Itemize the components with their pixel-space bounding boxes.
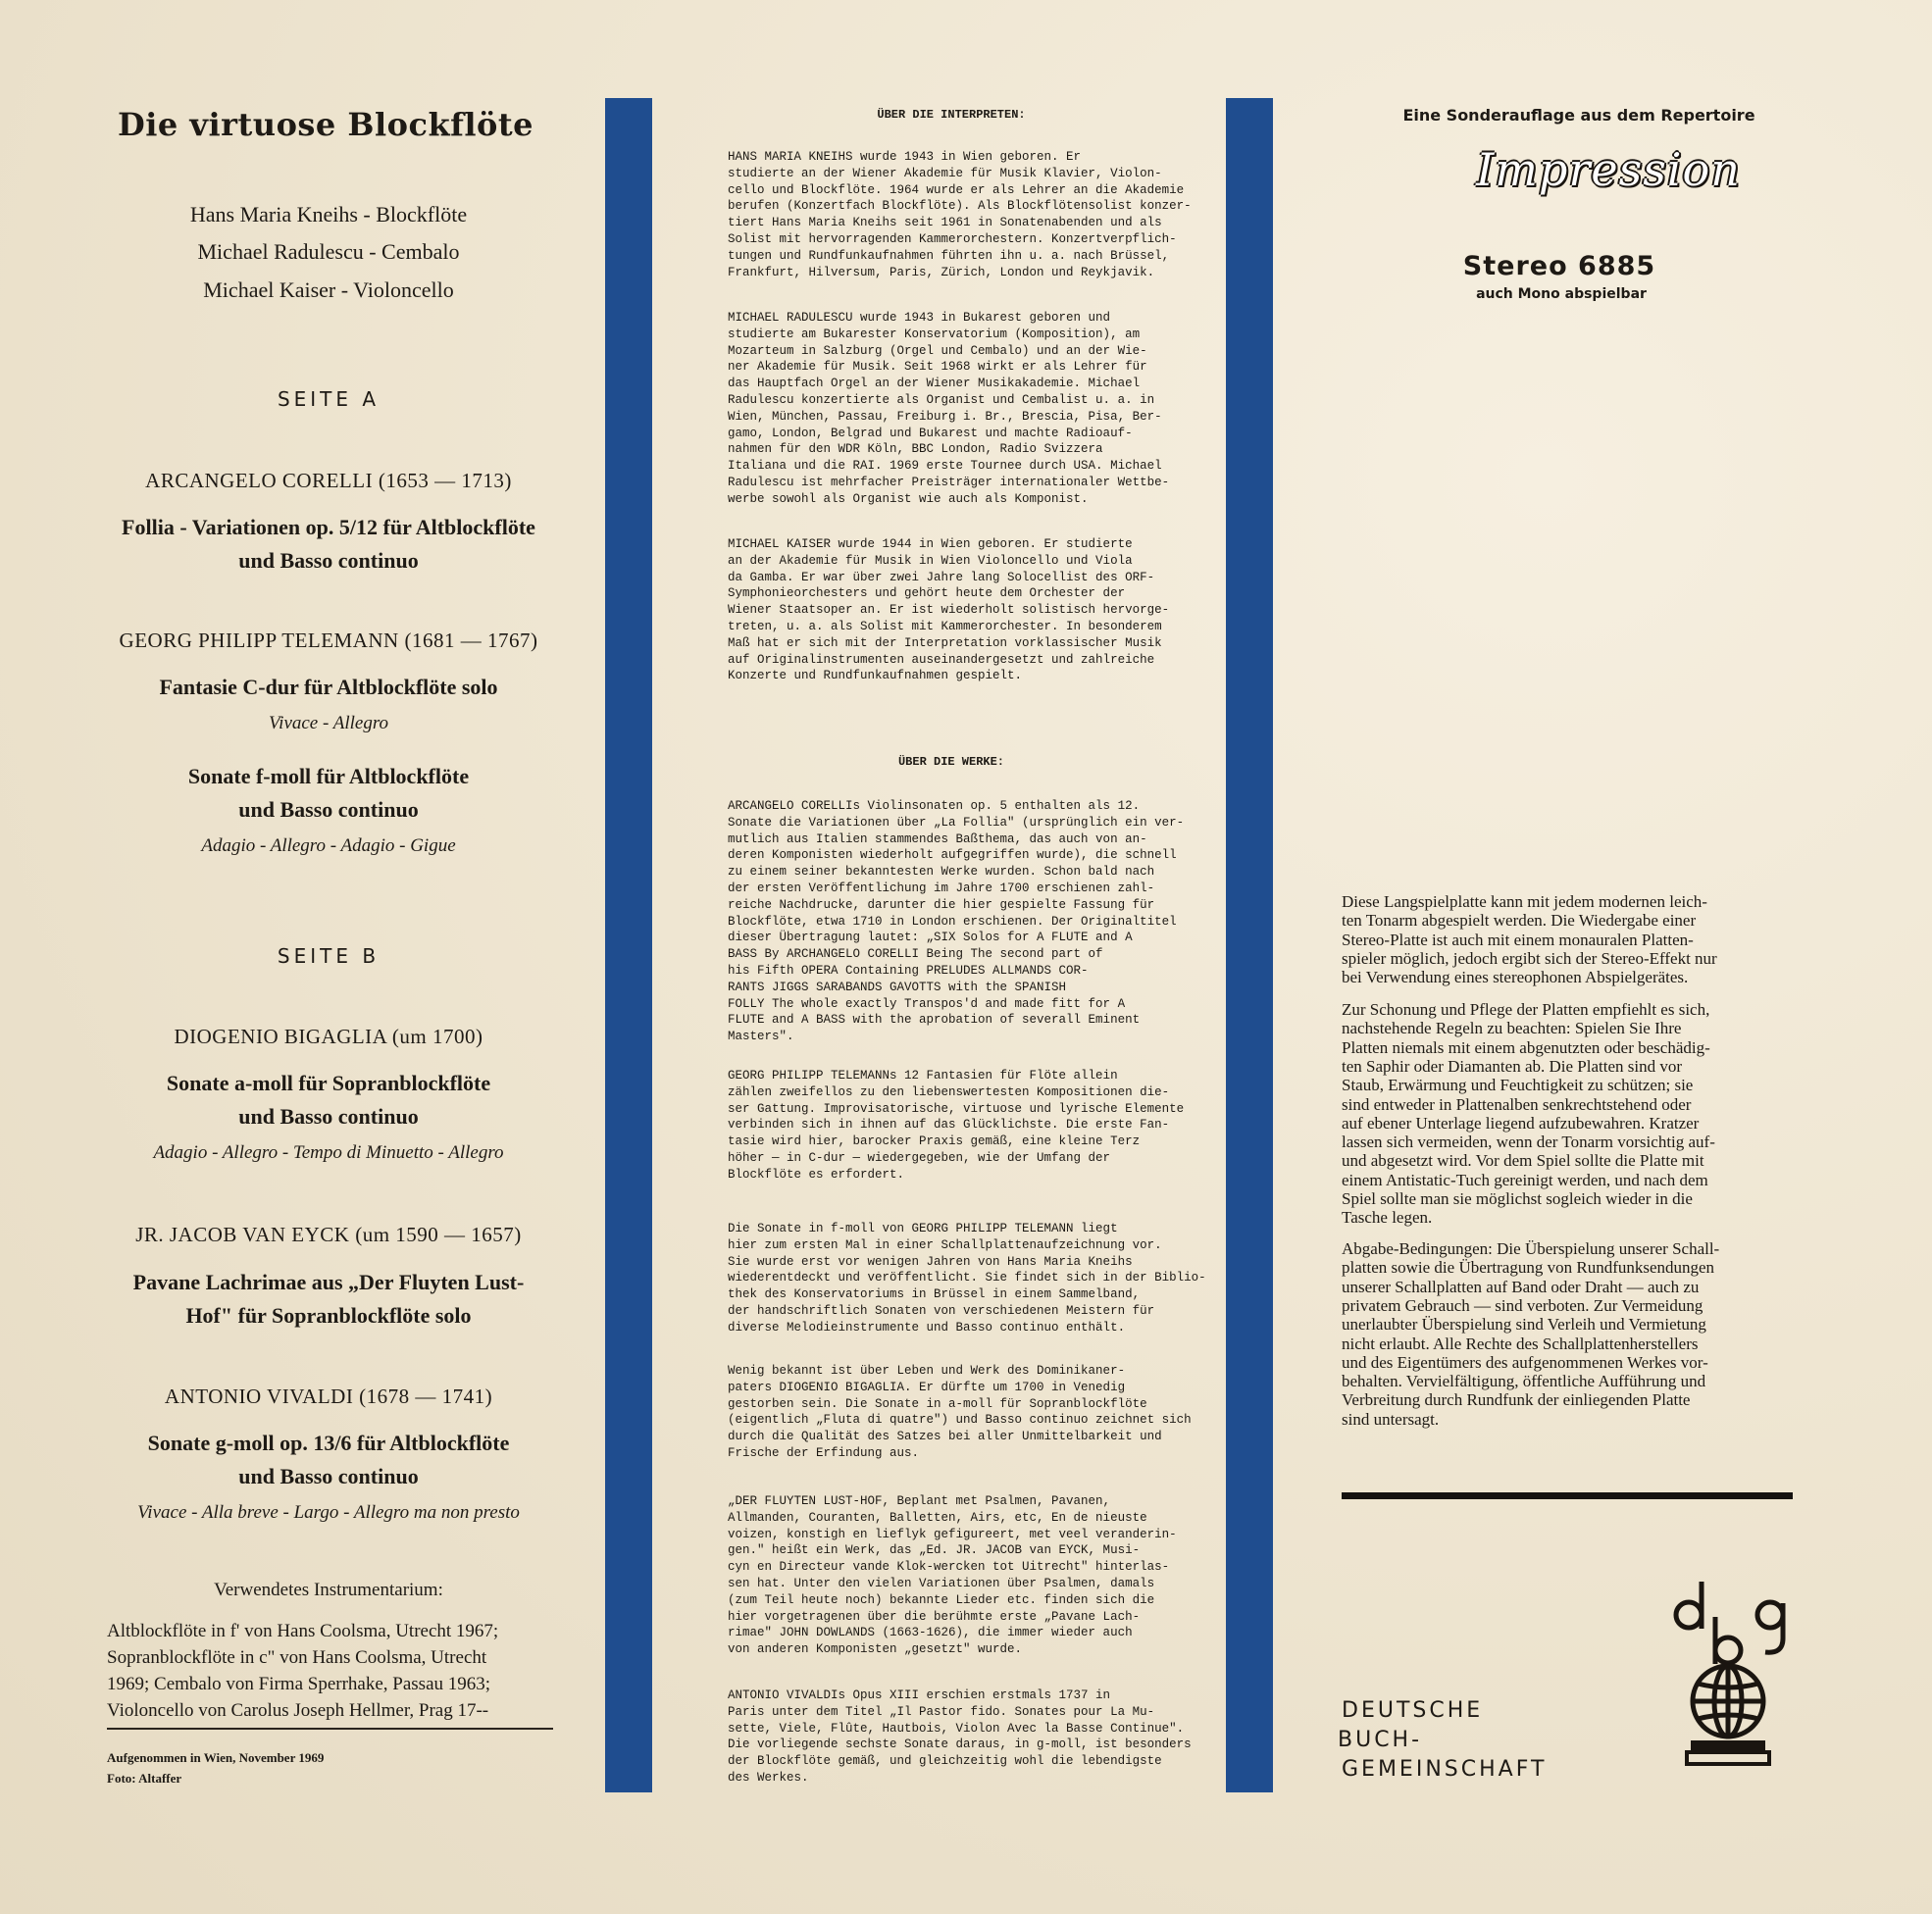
care-paragraph-line: platten sowie die Übertragung von Rundfunksendungen bbox=[1342, 1258, 1715, 1278]
work-paragraph-line: BASS By ARCHANGELO CORELLI Being The second part of bbox=[728, 947, 1103, 962]
blue-bar-right bbox=[1226, 98, 1273, 1792]
care-paragraph-line: nachstehende Regeln zu beachten: Spielen Sie Ihre bbox=[1342, 1019, 1682, 1038]
work-paragraph-line: rimae" JOHN DOWLANDS (1663-1626), die immer wieder auch bbox=[728, 1626, 1133, 1640]
composer-bigaglia: DIOGENIO BIGAGLIA (um 1700) bbox=[174, 1025, 483, 1048]
care-paragraph-line: unserer Schallplatten auf Band oder Draht — auch zu bbox=[1342, 1277, 1700, 1296]
interpreter-paragraph-line: nahmen für den WDR Köln, BBC London, Radio Svizzera bbox=[728, 442, 1103, 457]
work-paragraph-line: FOLLY The whole exactly Transpos'd and made fitt for A bbox=[728, 996, 1126, 1011]
divider-right bbox=[1342, 1492, 1793, 1499]
instrument-line: 1969; Cembalo von Firma Sperrhake, Passau 1963; bbox=[107, 1674, 491, 1694]
work-paragraph-line: Masters". bbox=[728, 1030, 794, 1044]
side-a-label: SEITE A bbox=[277, 387, 381, 411]
work-paragraph-line: paters DIOGENIO BIGAGLIA. Er dürfte um 1700 in Venedig bbox=[728, 1380, 1126, 1394]
work-paragraph-line: zählen zweifellos zu den liebenswertesten Kompositionen die- bbox=[728, 1084, 1170, 1099]
care-paragraph-line: Abgabe-Bedingungen: Die Überspielung unserer Schall- bbox=[1342, 1239, 1720, 1258]
work-paragraph-line: ANTONIO VIVALDIs Opus XIII erschien erstmals 1737 in bbox=[728, 1688, 1111, 1702]
work-paragraph-line: voizen, konstigh en lieflyk gefigureert, met veel veranderin- bbox=[728, 1527, 1177, 1541]
work-paragraph-line: diverse Melodieinstrumente und Basso continuo enthält. bbox=[728, 1320, 1126, 1335]
interpreter-paragraph-line: werbe sowohl als Organist wie auch als Komponist. bbox=[728, 491, 1089, 506]
work-paragraph-line: reiche Nachdrucke, darunter die hier gespielte Fassung für bbox=[728, 897, 1155, 912]
work-paragraph-line: RANTS JIGGS SARABANDS GAVOTTS with the SPANISH bbox=[728, 980, 1067, 994]
publisher-line-1: DEUTSCHE bbox=[1342, 1698, 1484, 1723]
blue-bar-left bbox=[605, 98, 652, 1792]
work-van-eyck-line2: Hof" für Sopranblockflöte solo bbox=[185, 1303, 472, 1328]
work-paragraph-line: Die Sonate in f-moll von GEORG PHILIPP TELEMANN liegt bbox=[728, 1222, 1118, 1235]
work-paragraph-line: tasie wird hier, barocker Praxis gemäß, eine kleine Terz bbox=[728, 1134, 1141, 1149]
work-bigaglia-line2: und Basso continuo bbox=[238, 1104, 419, 1129]
care-paragraph-line: lassen sich vermeiden, wenn der Tonarm vorsichtig auf- bbox=[1342, 1133, 1715, 1152]
work-paragraph-line: höher — in C-dur — wiedergegeben, wie der Umfang der bbox=[728, 1151, 1111, 1165]
work-paragraph-line: sette, Viele, Flûte, Hautbois, Violon Avec la Basse Continue". bbox=[728, 1721, 1185, 1736]
interpreter-paragraph-line: cello und Blockflöte. 1964 wurde er als Lehrer an die Akademie bbox=[728, 182, 1185, 197]
publisher-line-2: BUCH- bbox=[1338, 1728, 1423, 1752]
work-paragraph-line: (eigentlich „Fluta di quatre") und Basso continuo zeichnet sich bbox=[728, 1413, 1192, 1428]
work-vivaldi-line2: und Basso continuo bbox=[238, 1464, 419, 1488]
interpreter-paragraph-line: berufen (Konzertfach Blockflöte). Als Blockflötensolist konzer- bbox=[728, 199, 1192, 214]
interpreter-paragraph-line: treten, u. a. als Solist mit Kammerorchester. In besonderem bbox=[728, 620, 1162, 633]
care-paragraph-line: sind untersagt. bbox=[1342, 1409, 1440, 1429]
care-paragraph-line: Platten niemals mit einem abgenutzten oder beschädig- bbox=[1342, 1037, 1710, 1057]
work-bigaglia-line1: Sonate a-moll für Sopranblockflöte bbox=[166, 1071, 491, 1095]
care-paragraph-line: auf ebener Unterlage liegend aufzubewahren. Kratzer bbox=[1342, 1113, 1700, 1133]
work-paragraph-line: von anderen Komponisten „gesetzt" wurde. bbox=[728, 1642, 1023, 1657]
instrument-line: Sopranblockflöte in c" von Hans Coolsma, Utrecht bbox=[107, 1647, 487, 1668]
work-paragraph-line: deren Komponisten wiederholt aufgegriffen wurde), die schnell bbox=[728, 848, 1177, 863]
recording-credit: Aufgenommen in Wien, November 1969 bbox=[107, 1750, 325, 1765]
care-paragraph-line: Zur Schonung und Pflege der Platten empfiehlt es sich, bbox=[1342, 1000, 1710, 1019]
side-b-label: SEITE B bbox=[277, 944, 381, 968]
interpreter-paragraph-line: da Gamba. Er war über zwei Jahre lang Solocellist des ORF- bbox=[728, 570, 1155, 584]
impression-label-logo: Impression bbox=[1476, 143, 1741, 196]
instrument-line: Violoncello von Carolus Joseph Hellmer, Prag 17-- bbox=[107, 1700, 489, 1721]
movements-telemann-fantasie: Vivace - Allegro bbox=[268, 713, 389, 733]
interpreter-paragraph-line: MICHAEL KAISER wurde 1944 in Wien geboren. Er studierte bbox=[728, 537, 1133, 551]
publisher-line-3: GEMEINSCHAFT bbox=[1342, 1757, 1548, 1782]
care-paragraph-line: sind entweder in Plattenalben senkrechtstehend oder bbox=[1342, 1094, 1692, 1114]
work-van-eyck-line1: Pavane Lachrimae aus „Der Fluyten Lust- bbox=[132, 1270, 525, 1294]
interpreter-paragraph-line: gamo, London, Belgrad und Bukarest und machte Radioauf- bbox=[728, 426, 1133, 440]
interpreter-paragraph-line: Frankfurt, Hilversum, Paris, Zürich, London und Reykjavik. bbox=[728, 265, 1155, 279]
care-paragraph-line: ten Saphir oder Diamanten ab. Die Platten sind vor bbox=[1342, 1056, 1682, 1076]
work-paragraph-line: gestorben sein. Die Sonate in a-moll für Sopranblockflöte bbox=[728, 1396, 1147, 1411]
interpreter-paragraph-line: Wiener Staatsoper an. Er ist wiederholt solistisch hervorge- bbox=[728, 603, 1170, 618]
interpreter-paragraph-line: auf Originalinstrumenten auseinandergesetzt und zahlreiche bbox=[728, 652, 1155, 667]
work-corelli-line1: Follia - Variationen op. 5/12 für Altblockflöte bbox=[122, 515, 535, 539]
care-paragraph-line: Diese Langspielplatte kann mit jedem modernen leich- bbox=[1342, 892, 1707, 911]
divider-left bbox=[107, 1728, 553, 1730]
work-paragraph-line: der handschriftlich Sonaten von verschiedenen Meistern für bbox=[728, 1304, 1155, 1318]
work-paragraph-line: der Blockflöte gemäß, und gleichzeitig wohl die lebendigste bbox=[728, 1754, 1162, 1769]
care-paragraph-line: ten Tonarm abgespielt werden. Die Wiedergabe einer bbox=[1342, 911, 1697, 931]
interpreter-paragraph-line: ner Akademie für Musik. Seit 1968 wirkt er als Lehrer für bbox=[728, 360, 1147, 375]
work-paragraph-line: his Fifth OPERA Containing PRELUDES ALLMANDS COR- bbox=[728, 964, 1089, 978]
interpreter-paragraph-line: Maß hat er sich mit der Interpretation vorklassischer Musik bbox=[728, 635, 1162, 650]
interpreter-paragraph-line: MICHAEL RADULESCU wurde 1943 in Bukarest geboren und bbox=[728, 311, 1111, 325]
mono-note: auch Mono abspielbar bbox=[1476, 286, 1647, 302]
photo-credit: Foto: Altaffer bbox=[107, 1771, 182, 1786]
care-paragraph-line: behalten. Vervielfältigung, öffentliche Aufführung und bbox=[1342, 1372, 1706, 1391]
interpreter-paragraph-line: Symphonieorchesters und gehört heute dem Orchester der bbox=[728, 586, 1126, 601]
work-paragraph-line: GEORG PHILIPP TELEMANNs 12 Fantasien für Flöte allein bbox=[728, 1069, 1118, 1083]
interpreter-paragraph-line: studierte an der Wiener Akademie für Musik Klavier, Violon- bbox=[728, 166, 1162, 180]
interpreter-paragraph-line: Mozarteum in Salzburg (Orgel und Cembalo) und an der Wie- bbox=[728, 343, 1147, 358]
interpreter-paragraph-line: an der Akademie für Musik in Wien Violoncello und Viola bbox=[728, 553, 1133, 568]
interpreter-paragraph-line: das Hauptfach Orgel an der Wiener Musikakademie. Michael bbox=[728, 377, 1141, 391]
movements-vivaldi: Vivace - Alla breve - Largo - Allegro ma non presto bbox=[137, 1502, 520, 1523]
album-title: Die virtuose Blockflöte bbox=[118, 106, 534, 143]
interpreter-paragraph-line: Solist mit hervorragenden Kammerorchestern. Konzertverpflich- bbox=[728, 232, 1177, 246]
work-paragraph-line: des Werkes. bbox=[728, 1771, 809, 1785]
movements-telemann-sonate: Adagio - Allegro - Adagio - Gigue bbox=[201, 835, 456, 856]
composer-van-eyck: JR. JACOB VAN EYCK (um 1590 — 1657) bbox=[135, 1223, 522, 1246]
care-paragraph-line: und des Eigentümers des aufgenommenen Werkes vor- bbox=[1342, 1352, 1708, 1372]
work-paragraph-line: (zum Teil heute noch) bekannte Lieder etc. finden sich die bbox=[728, 1592, 1155, 1607]
stereo-number: Stereo 6885 bbox=[1462, 251, 1656, 281]
work-paragraph-line: ARCANGELO CORELLIs Violinsonaten op. 5 enthalten als 12. bbox=[728, 799, 1141, 813]
work-paragraph-line: dieser Übertragung lautet: „SIX Solos for A FLUTE and A bbox=[728, 931, 1133, 945]
interpreter-paragraph-line: studierte am Bukarester Konservatorium (Komposition), am bbox=[728, 327, 1141, 341]
work-paragraph-line: Blockflöte, etwa 1710 in London erschienen. Der Originaltitel bbox=[728, 914, 1177, 929]
care-paragraph-line: und abgesetzt wird. Vor dem Spiel sollte die Platte mit bbox=[1342, 1151, 1704, 1171]
interpreter-paragraph-line: tiert Hans Maria Kneihs seit 1961 in Sonatenabenden und als bbox=[728, 216, 1162, 230]
heading-interpreters: ÜBER DIE INTERPRETEN: bbox=[877, 108, 1026, 122]
work-paragraph-line: der ersten Veröffentlichung im Jahre 1700 erschienen zahl- bbox=[728, 881, 1155, 895]
work-paragraph-line: gen." heißt ein Werk, das „Ed. JR. JACOB van EYCK, Musi- bbox=[728, 1543, 1141, 1558]
work-paragraph-line: wiederentdeckt und veröffentlicht. Sie findet sich in der Biblio- bbox=[728, 1271, 1206, 1285]
work-telemann-fantasie: Fantasie C-dur für Altblockflöte solo bbox=[159, 675, 498, 699]
heading-works: ÜBER DIE WERKE: bbox=[897, 755, 1005, 769]
instrument-heading: Verwendetes Instrumentarium: bbox=[214, 1580, 443, 1600]
care-paragraph-line: Spiel sollte man sie möglichst sogleich wieder in die bbox=[1342, 1189, 1693, 1208]
work-paragraph-line: Allmanden, Couranten, Balletten, Airs, etc, En de nieuste bbox=[728, 1510, 1147, 1525]
care-paragraph-line: einem Antistatic-Tuch gereinigt werden, und nach dem bbox=[1342, 1170, 1708, 1189]
work-paragraph-line: durch die Qualität des Satzes bei aller Unmittelbarkeit und bbox=[728, 1430, 1162, 1444]
work-paragraph-line: zu einem seiner bekanntesten Werke wurden. Schon bald nach bbox=[728, 865, 1155, 880]
work-paragraph-line: cyn en Directeur vande Klok-wercken tot Uitrecht" hinterlas- bbox=[728, 1560, 1170, 1575]
care-paragraph-line: privatem Gebrauch — sind verboten. Zur Vermeidung bbox=[1342, 1295, 1703, 1315]
work-paragraph-line: mutlich aus Italien stammendes Baßthema, das auch von an- bbox=[728, 831, 1147, 846]
composer-corelli: ARCANGELO CORELLI (1653 — 1713) bbox=[145, 469, 512, 492]
care-paragraph-line: bei Verwendung eines stereophonen Abspielgerätes. bbox=[1342, 968, 1689, 987]
instrument-line: Altblockflöte in f' von Hans Coolsma, Utrecht 1967; bbox=[107, 1621, 499, 1641]
work-corelli-line2: und Basso continuo bbox=[238, 548, 419, 573]
interpreter-paragraph-line: Radulescu ist mehrfacher Preisträger internationaler Wettbe- bbox=[728, 476, 1170, 489]
care-paragraph-line: Tasche legen. bbox=[1342, 1208, 1433, 1228]
work-paragraph-line: Blockflöte es erfordert. bbox=[728, 1167, 905, 1182]
interpreter-paragraph-line: Radulescu konzertierte als Organist und Cembalist u. a. in bbox=[728, 393, 1155, 407]
work-paragraph-line: thek des Konservatoriums in Brüssel in einem Sammelband, bbox=[728, 1287, 1141, 1302]
interpreter-paragraph-line: HANS MARIA KNEIHS wurde 1943 in Wien geboren. Er bbox=[728, 150, 1082, 164]
care-paragraph-line: Staub, Erwärmung und Feuchtigkeit zu schützen; sie bbox=[1342, 1076, 1694, 1095]
movements-bigaglia: Adagio - Allegro - Tempo di Minuetto - Allegro bbox=[153, 1142, 504, 1163]
interpreter-paragraph-line: Italiana und die RAI. 1969 erste Tournee durch USA. Michael bbox=[728, 459, 1162, 474]
work-paragraph-line: FLUTE and A BASS with the aprobation of severall Eminent bbox=[728, 1013, 1141, 1028]
performer-kaiser: Michael Kaiser - Violoncello bbox=[203, 277, 454, 302]
work-telemann-sonate-line2: und Basso continuo bbox=[238, 797, 419, 822]
work-paragraph-line: „DER FLUYTEN LUST-HOF, Beplant met Psalmen, Pavanen, bbox=[728, 1494, 1111, 1508]
repertoire-note: Eine Sonderauflage aus dem Repertoire bbox=[1402, 106, 1755, 125]
care-paragraph-line: spieler möglich, jedoch ergibt sich der Stereo-Effekt nur bbox=[1342, 948, 1717, 968]
care-paragraph-line: Verbreitung durch Rundfunk der einliegenden Platte bbox=[1342, 1390, 1691, 1410]
composer-vivaldi: ANTONIO VIVALDI (1678 — 1741) bbox=[164, 1385, 493, 1408]
work-paragraph-line: verbinden sich in ihnen auf das Glücklichste. Die erste Fan- bbox=[728, 1118, 1170, 1133]
care-paragraph-line: Stereo-Platte ist auch mit einem monauralen Platten- bbox=[1342, 930, 1694, 949]
work-paragraph-line: Die vorliegende sechste Sonate daraus, in g-moll, ist besonders bbox=[728, 1738, 1192, 1752]
work-paragraph-line: Frische der Erfindung aus. bbox=[728, 1446, 920, 1460]
work-paragraph-line: Sie wurde erst vor wenigen Jahren von Hans Maria Kneihs bbox=[728, 1254, 1133, 1269]
work-paragraph-line: hier zum ersten Mal in einer Schallplattenaufzeichnung vor. bbox=[728, 1237, 1162, 1252]
work-paragraph-line: hier vorgetragenen über die berühmte erste „Pavane Lach- bbox=[728, 1609, 1141, 1624]
work-vivaldi-line1: Sonate g-moll op. 13/6 für Altblockflöte bbox=[147, 1431, 510, 1455]
interpreter-paragraph-line: Wien, München, Passau, Freiburg i. Br., Brescia, Pisa, Ber- bbox=[728, 409, 1162, 424]
work-paragraph-line: sen hat. Unter den vielen Variationen über Psalmen, damals bbox=[728, 1577, 1155, 1590]
dbg-globe-logo-icon bbox=[1667, 1574, 1795, 1770]
work-paragraph-line: Sonate die Variationen über „La Follia" (ursprünglich ein ver- bbox=[728, 815, 1185, 830]
work-paragraph-line: ser Gattung. Improvisatorische, virtuose und lyrische Elemente bbox=[728, 1101, 1185, 1116]
work-paragraph-line: Paris unter dem Titel „Il Pastor fido. Sonates pour La Mu- bbox=[728, 1704, 1155, 1719]
performer-radulescu: Michael Radulescu - Cembalo bbox=[197, 239, 460, 264]
work-telemann-sonate-line1: Sonate f-moll für Altblockflöte bbox=[187, 764, 470, 788]
composer-telemann: GEORG PHILIPP TELEMANN (1681 — 1767) bbox=[119, 629, 538, 652]
performer-kneihs: Hans Maria Kneihs - Blockflöte bbox=[189, 202, 468, 227]
interpreter-paragraph-line: tungen und Rundfunkaufnahmen führten ihn u. a. nach Brüssel, bbox=[728, 248, 1170, 263]
care-paragraph-line: nicht erlaubt. Alle Rechte des Schallplattenherstellers bbox=[1342, 1334, 1699, 1353]
interpreter-paragraph-line: Konzerte und Rundfunkaufnahmen gespielt. bbox=[728, 669, 1023, 683]
care-paragraph-line: unerlaubter Überspielung sind Verleih und Vermietung bbox=[1342, 1315, 1706, 1335]
work-paragraph-line: Wenig bekannt ist über Leben und Werk des Dominikaner- bbox=[728, 1364, 1126, 1378]
